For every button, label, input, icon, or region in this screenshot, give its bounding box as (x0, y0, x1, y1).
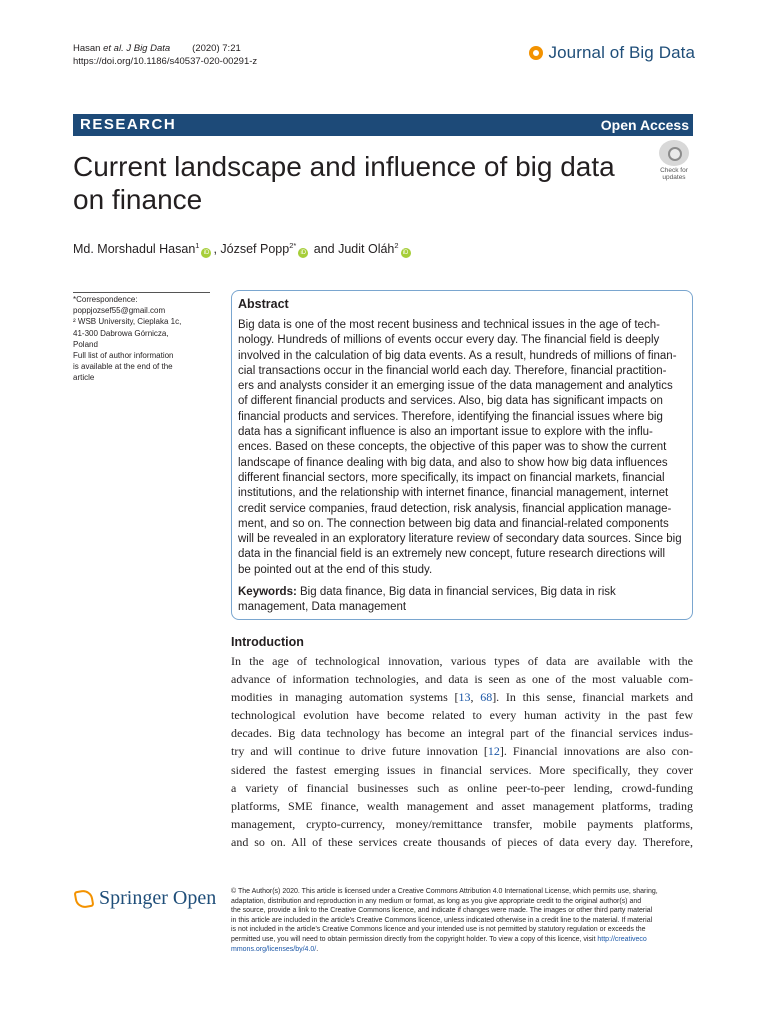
abstract-line: institutions, and the relationship with internet finance, financial management, internet (238, 487, 669, 500)
orcid-icon[interactable]: iD (401, 248, 411, 258)
abstract-line: cial transactions occur in the financial world each day. Therefore, financial practition- (238, 364, 667, 377)
springer-horse-icon (73, 888, 93, 910)
updates-label-line: Check for (660, 167, 688, 174)
side-note-line: article (73, 373, 95, 383)
introduction-heading: Introduction (231, 635, 304, 649)
article-type-label: RESEARCH (80, 116, 177, 133)
orcid-icon[interactable]: iD (201, 248, 211, 258)
side-note-line: *Correspondence: (73, 295, 138, 304)
correspondence-email[interactable]: poppjozsef55@gmail.com (73, 306, 166, 316)
abstract-line: will be revealed in an exploratory literature review of secondary data sources. Since big (238, 533, 682, 546)
side-note-line: is available at the end of the (73, 362, 173, 372)
abstract-heading: Abstract (238, 297, 289, 311)
journal-logo-icon (529, 46, 543, 60)
license-text-part: . (316, 945, 319, 953)
title-line: on finance (73, 184, 203, 215)
abstract-line: landscape of finance dealing with big data, and also to show how big data influences (238, 456, 668, 469)
abstract-line: nology. Hundreds of millions of events occur every day. The financial field is deeply (238, 334, 660, 347)
license-line: © The Author(s) 2020. This article is licensed under a Creative Commons Attribution 4.0 International License, which permits use, sharing, (231, 888, 658, 895)
keywords-line: management, Data management (238, 601, 407, 614)
keywords (238, 585, 688, 616)
keywords-line (238, 585, 688, 600)
intro-line (231, 742, 693, 760)
side-divider (73, 292, 210, 293)
citation-author: Hasan (73, 43, 104, 54)
abstract-line: financial products and services. Therefore, identifying the financial issues where big (238, 410, 663, 423)
affiliation-sup: 1 (195, 241, 200, 250)
springer-word: Springer (99, 887, 168, 909)
intro-line: advance of information technologies, and data is seen as one of the most valuable com- (231, 672, 693, 687)
author-name[interactable]: and Judit Oláh (310, 242, 395, 257)
updates-label-line: updates (662, 174, 686, 181)
side-note-line: 41-300 Dabrowa Górnicza, (73, 328, 169, 338)
intro-line: sidered the fastest emerging issues in financial services. More specifically, they cover (231, 762, 693, 777)
affiliation-sup: 2* (289, 241, 297, 250)
intro-text: modities in managing automation systems [ (231, 690, 459, 705)
license-line: in this article are included in the article's Creative Commons licence, unless indicated otherwise in a credit line to the material. If material (231, 916, 653, 924)
article-title (73, 150, 653, 216)
intro-line: platforms, SME finance, wealth management and asset management platforms, trading (231, 798, 693, 813)
doi-link[interactable]: https://doi.org/10.1186/s40537-020-00291-z (73, 56, 258, 67)
license-line: is not included in the article's Creative Commons licence and your intended use is not permitted by statutory regulation or exceeds the (231, 926, 646, 934)
title-line: Current landscape and influence of big data (73, 151, 615, 182)
abstract-line: data in the financial field is an extremely new concept, future research directions will (238, 548, 665, 561)
journal-name: Journal of Big Data (548, 43, 695, 62)
author-name[interactable]: Md. Morshadul Hasan (73, 242, 196, 257)
intro-text: , (470, 690, 481, 705)
citation-line (73, 42, 257, 55)
license-line: the source, provide a link to the Creative Commons licence, and indicate if changes were made. The images or other third party material (231, 907, 653, 915)
keywords-label: Keywords: (238, 586, 297, 598)
keywords-text: Big data finance, Big data in financial services, Big data in risk (300, 586, 616, 598)
citation-block (73, 42, 257, 68)
intro-line: technological evolution have become related to every human activity in the past few (231, 708, 693, 723)
affiliation-sup: 2 (394, 241, 399, 250)
side-note-line: Full list of author information (73, 351, 174, 361)
side-note-line: Poland (73, 339, 98, 349)
intro-line: and so on. All of these services create thousands of pieces of data every day. Therefore, (231, 834, 693, 849)
intro-line: a variety of financial businesses such as online peer-to-peer lending, crowd-funding (231, 780, 693, 795)
open-access-label: Open Access (600, 117, 689, 133)
citation-journal: et al. J Big Data (103, 43, 171, 54)
abstract-line: ment, and so on. The connection between big data and financial-related components (238, 517, 669, 530)
abstract-line: ers and analysts consider it an emerging issue of the data management and analytics (238, 380, 673, 393)
license-line: adaptation, distribution and reproduction in any medium or format, as long as you give appropriate credit to the original author(s) and (231, 897, 642, 905)
check-updates-icon (659, 140, 689, 166)
orcid-icon[interactable]: iD (298, 248, 308, 258)
intro-line (231, 688, 693, 706)
license-url[interactable]: http://creativeco (597, 935, 647, 943)
side-note-line: ² WSB University, Cieplaka 1c, (73, 317, 182, 327)
springer-name (99, 887, 216, 910)
abstract-line: involved in the calculation of big data events. As a result, hundreds of millions of finan- (238, 349, 677, 362)
abstract-line: Big data is one of the most recent business and technical issues in the age of tech- (238, 319, 660, 331)
open-word: Open (172, 887, 217, 909)
abstract-line: ences. Based on these concepts, the objective of this paper was to show the current (238, 441, 667, 454)
reference-link[interactable]: 12 (487, 744, 500, 759)
journal-brand[interactable] (529, 43, 695, 63)
updates-label (655, 167, 693, 181)
license-line (231, 945, 693, 955)
intro-line: management, crypto-currency, money/remittance transfer, mobile payments platforms, (231, 816, 693, 831)
introduction-body (231, 652, 693, 851)
check-for-updates-badge[interactable] (655, 140, 693, 181)
reference-link[interactable]: 68 (480, 690, 493, 705)
license-url[interactable]: mmons.org/licenses/by/4.0/ (231, 945, 317, 953)
abstract-line: data has a significant influence is also an important issue to explore with the influ- (238, 426, 653, 439)
author-name[interactable]: , József Popp (213, 242, 290, 257)
springer-open-logo[interactable] (73, 887, 216, 910)
license-text (231, 887, 693, 954)
intro-text: try and will continue to drive future innovation [ (231, 744, 488, 759)
intro-line: In the age of technological innovation, various types of data are available with the (231, 654, 693, 668)
license-text-part: permitted use, you will need to obtain permission directly from the copyright holder. To view a copy of this licence, visit (231, 935, 598, 943)
author-list (73, 237, 413, 258)
abstract-line: credit service companies, fraud detection, risk analysis, financial application manage- (238, 502, 672, 515)
citation-year: (2020) 7:21 (192, 43, 241, 54)
intro-text: ]. Financial innovations are also con- (499, 744, 693, 759)
abstract-line: different financial sectors, more specifically, its impact on financial markets, financial (238, 471, 665, 484)
intro-line: decades. Big data technology has become an integral part of the financial services indus- (231, 726, 693, 741)
abstract-body (238, 318, 688, 578)
intro-text: ]. In this sense, financial markets and (492, 690, 693, 705)
abstract-line: of different financial products and services. Also, big data has significant impacts on (238, 395, 663, 408)
license-line (231, 935, 693, 945)
abstract-line: be pointed out at the end of this study. (238, 563, 433, 576)
correspondence-notes (73, 294, 213, 384)
reference-link[interactable]: 13 (458, 690, 471, 705)
